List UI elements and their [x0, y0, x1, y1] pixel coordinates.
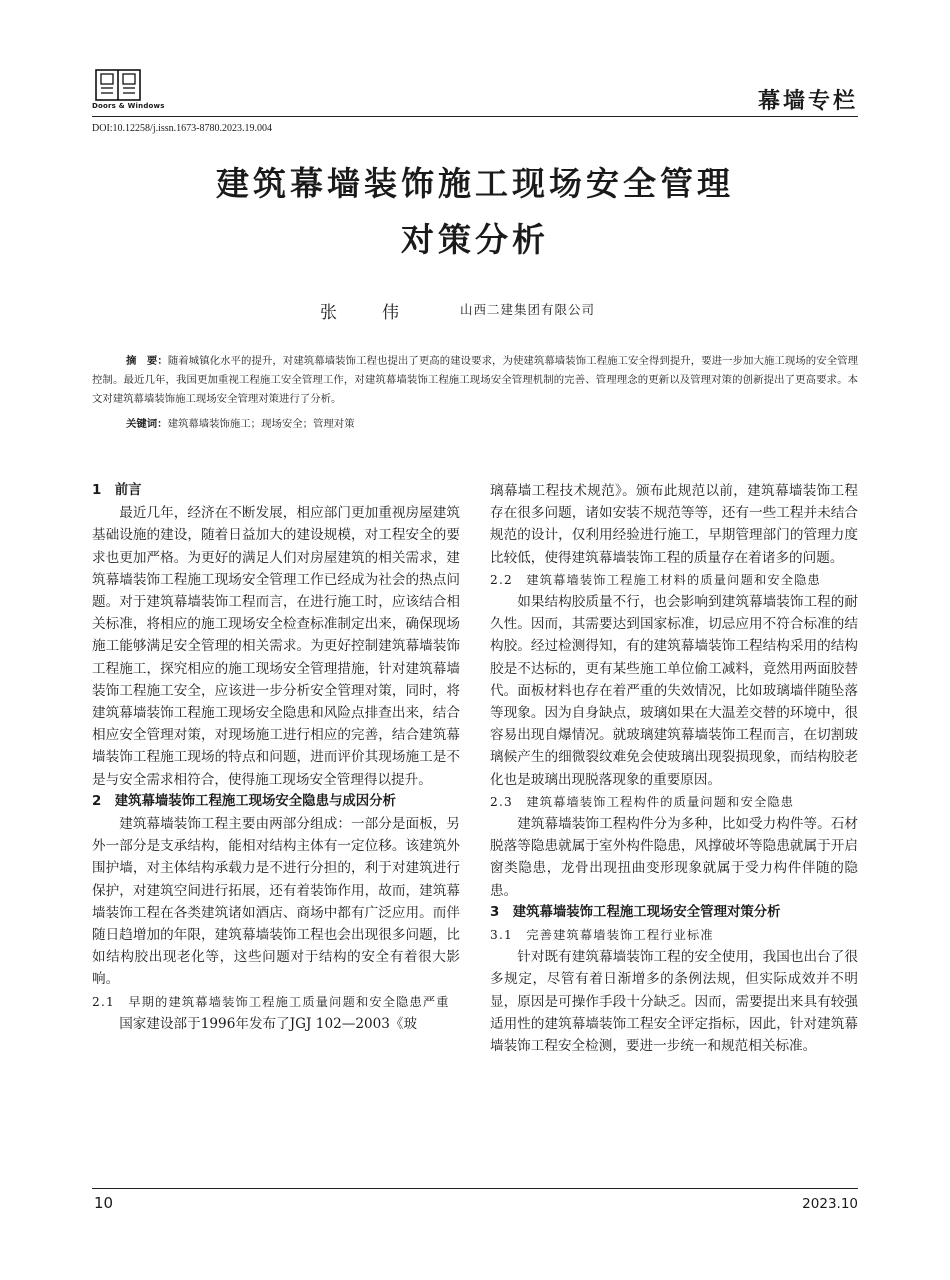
section-heading-2: 2 建筑幕墙装饰工程施工现场安全隐患与成因分析: [92, 793, 396, 809]
page-number: 10: [94, 1194, 114, 1212]
door-window-logo-icon: [92, 68, 144, 102]
paragraph: 建筑幕墙装饰工程构件分为多种，比如受力构件等。石材脱落等隐患就属于室外构件隐患，风撑破坏等隐患就属于开启窗类隐患，龙骨出现扭曲变形现象就属于受力构件伴随的隐患。: [490, 816, 858, 899]
column-tag: 幕墙专栏: [757, 88, 858, 114]
right-column: [490, 480, 858, 1057]
logo-caption: Doors & Windows: [92, 102, 165, 110]
paragraph: 最近几年，经济在不断发展，相应部门更加重视房屋建筑基础设施的建设，随着日益加大的建设规模，对工程安全的要求也更加严格。为更好的满足人们对房屋建筑的相关需求，建筑幕墙装饰工程施工现场安全管理工作已经成为社会的热点问题。对于建筑幕墙装饰工程而言，在进行施工时，应该结合相关标准，将相应的施工现场安全检查标准制定出来，确保现场施工能够满足安全管理的相关需求。为更好控制建筑幕墙装饰工程施工，探究相应的施工现场安全管理措施，针对建筑幕墙装饰工程施工安全，应该进一步分析安全管理对策，同时，将建筑幕墙装饰工程施工现场安全隐患和风险点排查出来，结合相应安全管理对策，对现场施工进行相应的完善，结合建筑幕墙装饰工程施工现场的特点和问题，进而评价其现场施工是不是与安全需求相符合，使得施工现场安全管理得以提升。: [92, 505, 460, 788]
author-affiliation: 山西二建集团有限公司: [460, 302, 596, 317]
paragraph-continued: 璃幕墙工程技术规范》。颁布此规范以前，建筑幕墙装饰工程存在很多问题，诸如安装不规范等等，还有一些工程并未结合规范的设计，仅利用经验进行施工，早期管理部门的管理力度比较低，使得建筑幕墙装饰工程的质量存在着诸多的问题。: [490, 483, 858, 566]
paragraph: 建筑幕墙装饰工程主要由两部分组成：一部分是面板，另外一部分是支承结构，能相对结构主体有一定位移。该建筑外围护墙，对主体结构承载力是不进行分担的，利于对建筑进行保护，对建筑空间进行拓展，还有着装饰作用，故而，建筑幕墙装饰工程在各类建筑诸如酒店、商场中都有广泛应用。而伴随日趋增加的年限，建筑幕墙装饰工程也会出现很多问题，比如结构胶出现老化等，这些问题对于结构的安全有着很大影响。: [92, 816, 460, 988]
abstract-text: 随着城镇化水平的提升，对建筑幕墙装饰工程也提出了更高的建设要求，为使建筑幕墙装饰工程施工安全得到提升，要进一步加大施工现场的安全管理控制。最近几年，我国更加重视工程施工安全管理工作，对建筑幕墙装饰工程施工现场安全管理机制的完善、管理理念的更新以及管理对策的创新提出了更高要求。本文对建筑幕墙装饰施工现场安全管理对策进行了分析。: [92, 355, 859, 405]
subsection-heading-2-1: 2.1 早期的建筑幕墙装饰工程施工质量问题和安全隐患严重: [92, 994, 450, 1009]
section-heading-3: 3 建筑幕墙装饰工程施工现场安全管理对策分析: [490, 904, 781, 920]
subsection-heading-2-2: 2.2 建筑幕墙装饰工程施工材料的质量问题和安全隐患: [490, 572, 821, 587]
paragraph: 针对既有建筑幕墙装饰工程的安全使用，我国也出台了很多规定，尽管有着日渐增多的条例法规，但实际成效并不明显，原因是可操作手段十分缺乏。因而，需要提出来具有较强适用性的建筑幕墙装饰工程安全评定指标，因此，针对建筑幕墙装饰工程安全检测，要进一步统一和规范相关标准。: [490, 949, 858, 1055]
section-heading-1: 1 前言: [92, 483, 142, 498]
paragraph: 国家建设部于1996年发布了JGJ 102—2003《玻: [119, 1015, 418, 1032]
left-column: [92, 480, 460, 1035]
author-name: 张 伟: [320, 303, 413, 323]
article-title-line-1: 建筑幕墙装饰施工现场安全管理: [216, 164, 734, 203]
issue-date: 2023.10: [802, 1196, 858, 1212]
subsection-heading-2-3: 2.3 建筑幕墙装饰工程构件的质量问题和安全隐患: [490, 794, 795, 809]
paragraph: 如果结构胶质量不行，也会影响到建筑幕墙装饰工程的耐久性。因而，其需要达到国家标准，切忌应用不符合标准的结构胶。经过检测得知，有的建筑幕墙装饰工程结构采用的结构胶是不达标的，更有某些施工单位偷工减料，竟然用两面胶替代。面板材料也存在着严重的失效情况，比如玻璃墙伴随坠落等现象。因为自身缺点，玻璃如果在大温差交替的环境中，很容易出现自爆情况。就玻璃建筑幕墙装饰工程而言，在切割玻璃候产生的细微裂纹难免会使玻璃出现裂损现象，而结构胶老化也是玻璃出现脱落现象的重要原因。: [490, 594, 858, 788]
keywords-label: 关键词：: [126, 418, 168, 430]
article-title-line-2: 对策分析: [401, 220, 549, 259]
header-rule: [92, 116, 858, 117]
abstract: [92, 352, 858, 409]
doi: DOI:10.12258/j.issn.1673-8780.2023.19.004: [92, 123, 272, 134]
keywords: [126, 415, 355, 430]
keywords-text: 建筑幕墙装饰施工；现场安全；管理对策: [167, 418, 355, 430]
abstract-label: 摘 要：: [126, 355, 168, 367]
journal-logo: [92, 68, 144, 102]
subsection-heading-3-1: 3.1 完善建筑幕墙装饰工程行业标准: [490, 928, 714, 943]
footer-rule: [92, 1188, 858, 1189]
